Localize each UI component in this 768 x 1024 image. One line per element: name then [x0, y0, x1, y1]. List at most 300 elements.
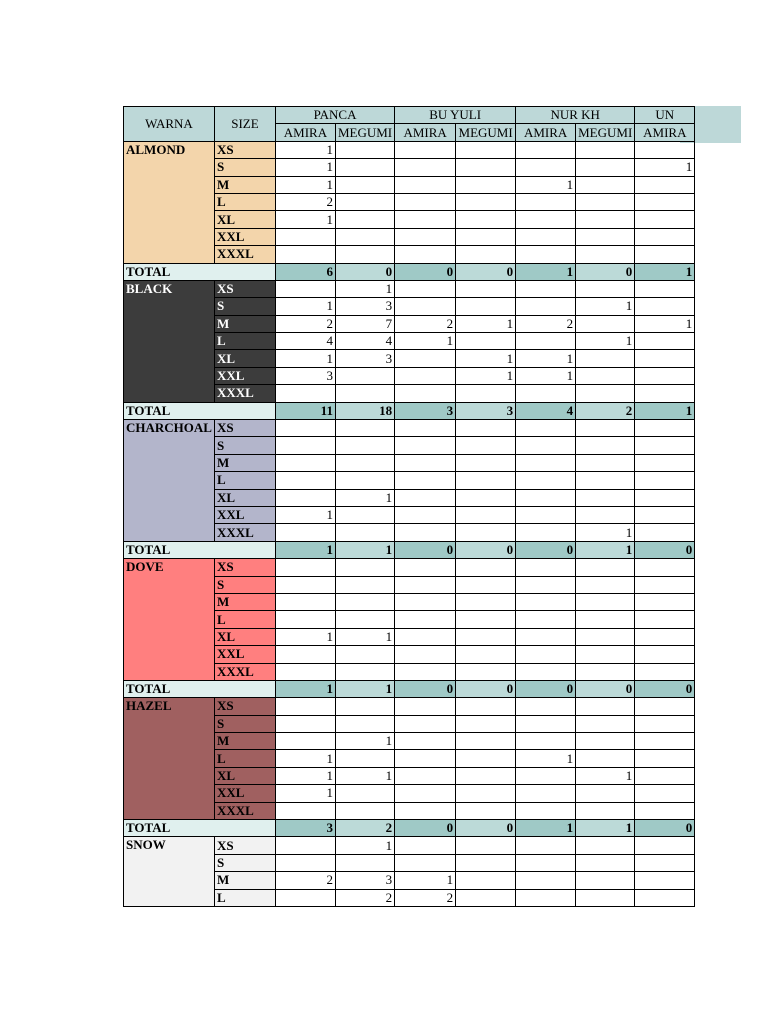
- total-cell: 6: [275, 263, 335, 280]
- qty-cell: [335, 454, 394, 471]
- qty-cell: 1: [275, 767, 335, 784]
- qty-cell: [456, 663, 516, 680]
- qty-cell: [456, 593, 516, 610]
- qty-cell: [456, 576, 516, 593]
- qty-cell: 4: [335, 333, 394, 350]
- qty-cell: [516, 454, 576, 471]
- size-cell: XS: [214, 698, 275, 715]
- qty-cell: [456, 385, 516, 402]
- size-cell: XS: [214, 420, 275, 437]
- qty-cell: [576, 802, 635, 819]
- qty-cell: [576, 785, 635, 802]
- table-row: [124, 280, 695, 297]
- qty-cell: 1: [275, 159, 335, 176]
- qty-cell: 1: [516, 350, 576, 367]
- qty-cell: 1: [635, 159, 695, 176]
- qty-cell: [516, 193, 576, 210]
- qty-cell: [335, 559, 394, 576]
- qty-cell: 2: [275, 193, 335, 210]
- qty-cell: [635, 785, 695, 802]
- qty-cell: [576, 715, 635, 732]
- color-name-cell: DOVE: [124, 559, 215, 681]
- qty-cell: [275, 611, 335, 628]
- size-cell: L: [214, 472, 275, 489]
- qty-cell: 1: [576, 524, 635, 541]
- qty-cell: [335, 159, 394, 176]
- qty-cell: [576, 889, 635, 906]
- qty-cell: [576, 367, 635, 384]
- qty-cell: [395, 559, 456, 576]
- qty-cell: [576, 489, 635, 506]
- qty-cell: 1: [275, 211, 335, 228]
- total-cell: 0: [395, 820, 456, 837]
- qty-cell: [275, 646, 335, 663]
- qty-cell: 1: [395, 872, 456, 889]
- qty-cell: [395, 472, 456, 489]
- qty-cell: [275, 854, 335, 871]
- qty-cell: [335, 420, 394, 437]
- qty-cell: [395, 437, 456, 454]
- qty-cell: [456, 193, 516, 210]
- total-cell: 2: [335, 820, 394, 837]
- size-cell: XL: [214, 350, 275, 367]
- qty-cell: 1: [275, 176, 335, 193]
- qty-cell: [395, 298, 456, 315]
- total-cell: 0: [635, 820, 695, 837]
- total-cell: 1: [635, 402, 695, 419]
- total-cell: 1: [516, 820, 576, 837]
- total-cell: 0: [456, 263, 516, 280]
- total-cell: 1: [576, 820, 635, 837]
- qty-cell: [395, 350, 456, 367]
- total-cell: 0: [576, 263, 635, 280]
- header-warna: WARNA: [124, 107, 215, 142]
- total-cell: 1: [635, 263, 695, 280]
- qty-cell: [635, 367, 695, 384]
- qty-cell: 3: [335, 872, 394, 889]
- qty-cell: [516, 646, 576, 663]
- size-cell: M: [214, 593, 275, 610]
- qty-cell: [335, 802, 394, 819]
- total-row: [124, 820, 695, 837]
- qty-cell: 2: [335, 889, 394, 906]
- total-cell: 0: [395, 263, 456, 280]
- total-cell: 3: [275, 820, 335, 837]
- header-row-groups: [124, 107, 695, 124]
- qty-cell: [516, 141, 576, 158]
- table-row: [124, 837, 695, 854]
- qty-cell: [395, 646, 456, 663]
- total-cell: 0: [395, 680, 456, 697]
- total-cell: 1: [335, 680, 394, 697]
- qty-cell: [635, 854, 695, 871]
- qty-cell: 1: [516, 367, 576, 384]
- qty-cell: [456, 506, 516, 523]
- qty-cell: [576, 159, 635, 176]
- size-cell: L: [214, 333, 275, 350]
- qty-cell: [335, 385, 394, 402]
- qty-cell: [456, 454, 516, 471]
- qty-cell: [335, 698, 394, 715]
- qty-cell: [395, 767, 456, 784]
- qty-cell: [516, 733, 576, 750]
- total-row: [124, 402, 695, 419]
- size-cell: S: [214, 576, 275, 593]
- size-cell: XS: [214, 837, 275, 854]
- stock-table: [123, 106, 695, 907]
- qty-cell: [395, 750, 456, 767]
- qty-cell: [456, 489, 516, 506]
- qty-cell: [635, 611, 695, 628]
- header-sub: AMIRA: [635, 124, 695, 141]
- qty-cell: [635, 489, 695, 506]
- qty-cell: [395, 228, 456, 245]
- total-cell: 0: [456, 680, 516, 697]
- qty-cell: [576, 141, 635, 158]
- qty-cell: [275, 437, 335, 454]
- qty-cell: [576, 280, 635, 297]
- qty-cell: [635, 802, 695, 819]
- qty-cell: [456, 802, 516, 819]
- qty-cell: 2: [395, 889, 456, 906]
- qty-cell: [576, 611, 635, 628]
- qty-cell: [516, 889, 576, 906]
- qty-cell: [275, 698, 335, 715]
- qty-cell: [576, 663, 635, 680]
- qty-cell: 2: [275, 315, 335, 332]
- qty-cell: [516, 228, 576, 245]
- qty-cell: [395, 628, 456, 645]
- qty-cell: [516, 437, 576, 454]
- table-row: [124, 698, 695, 715]
- qty-cell: [635, 576, 695, 593]
- size-cell: S: [214, 854, 275, 871]
- header-group: NUR KH: [516, 107, 635, 124]
- total-cell: 18: [335, 402, 394, 419]
- qty-cell: 1: [335, 767, 394, 784]
- qty-cell: [516, 246, 576, 263]
- qty-cell: 4: [275, 333, 335, 350]
- qty-cell: [395, 576, 456, 593]
- total-cell: 3: [456, 402, 516, 419]
- qty-cell: [335, 524, 394, 541]
- qty-cell: [456, 211, 516, 228]
- size-cell: L: [214, 193, 275, 210]
- size-cell: S: [214, 159, 275, 176]
- qty-cell: [335, 141, 394, 158]
- size-cell: XS: [214, 280, 275, 297]
- qty-cell: [576, 837, 635, 854]
- qty-cell: [275, 559, 335, 576]
- size-cell: M: [214, 454, 275, 471]
- total-cell: 0: [456, 541, 516, 558]
- qty-cell: 1: [275, 785, 335, 802]
- qty-cell: [516, 280, 576, 297]
- qty-cell: [516, 385, 576, 402]
- header-sub: MEGUMI: [456, 124, 516, 141]
- qty-cell: [395, 367, 456, 384]
- qty-cell: [635, 750, 695, 767]
- color-name-cell: ALMOND: [124, 141, 215, 263]
- qty-cell: [635, 889, 695, 906]
- qty-cell: [395, 159, 456, 176]
- qty-cell: [456, 889, 516, 906]
- total-cell: 4: [516, 402, 576, 419]
- qty-cell: [395, 193, 456, 210]
- qty-cell: [635, 280, 695, 297]
- total-row: [124, 680, 695, 697]
- qty-cell: [456, 159, 516, 176]
- qty-cell: 1: [516, 750, 576, 767]
- qty-cell: [516, 576, 576, 593]
- qty-cell: 1: [275, 298, 335, 315]
- qty-cell: [395, 141, 456, 158]
- qty-cell: [275, 489, 335, 506]
- qty-cell: [576, 454, 635, 471]
- qty-cell: [576, 385, 635, 402]
- qty-cell: [576, 628, 635, 645]
- qty-cell: 1: [456, 350, 516, 367]
- total-cell: 1: [335, 541, 394, 558]
- size-cell: XS: [214, 559, 275, 576]
- color-name-cell: HAZEL: [124, 698, 215, 820]
- qty-cell: [335, 506, 394, 523]
- qty-cell: [456, 298, 516, 315]
- size-cell: XXXL: [214, 524, 275, 541]
- qty-cell: 3: [335, 350, 394, 367]
- qty-cell: [576, 646, 635, 663]
- size-cell: M: [214, 733, 275, 750]
- qty-cell: [456, 472, 516, 489]
- qty-cell: [335, 854, 394, 871]
- qty-cell: 1: [335, 733, 394, 750]
- size-cell: M: [214, 176, 275, 193]
- size-cell: M: [214, 872, 275, 889]
- qty-cell: 1: [335, 489, 394, 506]
- size-cell: XXL: [214, 367, 275, 384]
- size-cell: S: [214, 298, 275, 315]
- qty-cell: [456, 420, 516, 437]
- qty-cell: 1: [576, 333, 635, 350]
- qty-cell: [576, 176, 635, 193]
- total-cell: 1: [576, 541, 635, 558]
- qty-cell: [576, 576, 635, 593]
- qty-cell: [335, 750, 394, 767]
- qty-cell: [576, 350, 635, 367]
- qty-cell: [516, 663, 576, 680]
- size-cell: S: [214, 437, 275, 454]
- qty-cell: [456, 524, 516, 541]
- qty-cell: [335, 228, 394, 245]
- qty-cell: [335, 646, 394, 663]
- qty-cell: [635, 698, 695, 715]
- qty-cell: [395, 211, 456, 228]
- total-label: TOTAL: [124, 680, 276, 697]
- qty-cell: [456, 437, 516, 454]
- qty-cell: [516, 298, 576, 315]
- qty-cell: [395, 698, 456, 715]
- table-row: [124, 420, 695, 437]
- qty-cell: [395, 420, 456, 437]
- qty-cell: [395, 802, 456, 819]
- qty-cell: [275, 593, 335, 610]
- qty-cell: [335, 715, 394, 732]
- total-cell: 0: [516, 541, 576, 558]
- qty-cell: [395, 524, 456, 541]
- qty-cell: [576, 472, 635, 489]
- qty-cell: [516, 767, 576, 784]
- qty-cell: 1: [635, 315, 695, 332]
- qty-cell: 3: [335, 298, 394, 315]
- qty-cell: [395, 506, 456, 523]
- qty-cell: [275, 246, 335, 263]
- qty-cell: [456, 246, 516, 263]
- qty-cell: [516, 593, 576, 610]
- qty-cell: 1: [275, 141, 335, 158]
- qty-cell: [516, 715, 576, 732]
- header-group: BU YULI: [395, 107, 516, 124]
- qty-cell: [576, 193, 635, 210]
- qty-cell: [635, 524, 695, 541]
- qty-cell: [516, 489, 576, 506]
- qty-cell: 1: [456, 367, 516, 384]
- color-name-cell: BLACK: [124, 280, 215, 402]
- size-cell: L: [214, 611, 275, 628]
- qty-cell: 1: [335, 837, 394, 854]
- header-sub: AMIRA: [516, 124, 576, 141]
- qty-cell: [516, 854, 576, 871]
- size-cell: L: [214, 889, 275, 906]
- qty-cell: 1: [516, 176, 576, 193]
- qty-cell: [456, 767, 516, 784]
- qty-cell: [395, 280, 456, 297]
- qty-cell: 7: [335, 315, 394, 332]
- qty-cell: [275, 385, 335, 402]
- qty-cell: [635, 733, 695, 750]
- qty-cell: [275, 837, 335, 854]
- qty-cell: [635, 350, 695, 367]
- qty-cell: [395, 663, 456, 680]
- qty-cell: [635, 176, 695, 193]
- qty-cell: [456, 628, 516, 645]
- qty-cell: [456, 785, 516, 802]
- qty-cell: [516, 802, 576, 819]
- qty-cell: [516, 159, 576, 176]
- qty-cell: [335, 211, 394, 228]
- total-cell: 1: [275, 541, 335, 558]
- size-cell: XXL: [214, 506, 275, 523]
- qty-cell: [635, 246, 695, 263]
- color-name-cell: SNOW: [124, 837, 215, 907]
- qty-cell: [395, 489, 456, 506]
- qty-cell: 1: [335, 280, 394, 297]
- header-sub: MEGUMI: [335, 124, 394, 141]
- qty-cell: [275, 454, 335, 471]
- qty-cell: [395, 854, 456, 871]
- qty-cell: 3: [275, 367, 335, 384]
- qty-cell: [395, 593, 456, 610]
- qty-cell: [635, 193, 695, 210]
- qty-cell: [635, 228, 695, 245]
- qty-cell: [395, 837, 456, 854]
- qty-cell: [335, 663, 394, 680]
- header-sub: MEGUMI: [576, 124, 635, 141]
- qty-cell: [516, 506, 576, 523]
- qty-cell: [576, 698, 635, 715]
- qty-cell: [635, 472, 695, 489]
- qty-cell: [576, 420, 635, 437]
- size-cell: XL: [214, 211, 275, 228]
- qty-cell: 1: [576, 767, 635, 784]
- total-cell: 0: [635, 680, 695, 697]
- qty-cell: [576, 228, 635, 245]
- qty-cell: [275, 889, 335, 906]
- qty-cell: [395, 733, 456, 750]
- qty-cell: [516, 785, 576, 802]
- size-cell: XXL: [214, 228, 275, 245]
- total-row: [124, 541, 695, 558]
- qty-cell: [456, 854, 516, 871]
- table-row: [124, 141, 695, 158]
- qty-cell: [456, 698, 516, 715]
- qty-cell: [635, 559, 695, 576]
- qty-cell: [516, 524, 576, 541]
- total-cell: 3: [395, 402, 456, 419]
- qty-cell: 1: [275, 350, 335, 367]
- total-label: TOTAL: [124, 402, 276, 419]
- qty-cell: [635, 211, 695, 228]
- qty-cell: [275, 733, 335, 750]
- qty-cell: [275, 228, 335, 245]
- qty-cell: 1: [275, 506, 335, 523]
- qty-cell: [635, 506, 695, 523]
- qty-cell: [456, 715, 516, 732]
- qty-cell: [516, 472, 576, 489]
- qty-cell: [635, 298, 695, 315]
- qty-cell: [275, 576, 335, 593]
- qty-cell: [635, 420, 695, 437]
- total-label: TOTAL: [124, 820, 276, 837]
- total-cell: 1: [516, 263, 576, 280]
- qty-cell: [576, 315, 635, 332]
- qty-cell: [516, 420, 576, 437]
- qty-cell: [516, 837, 576, 854]
- qty-cell: [635, 837, 695, 854]
- qty-cell: [516, 211, 576, 228]
- qty-cell: [275, 472, 335, 489]
- qty-cell: 2: [395, 315, 456, 332]
- total-cell: 0: [395, 541, 456, 558]
- qty-cell: [275, 663, 335, 680]
- qty-cell: [635, 141, 695, 158]
- qty-cell: [275, 524, 335, 541]
- qty-cell: [395, 176, 456, 193]
- qty-cell: [635, 646, 695, 663]
- qty-cell: [456, 280, 516, 297]
- qty-cell: [335, 437, 394, 454]
- header-group: UN: [635, 107, 695, 124]
- qty-cell: [335, 176, 394, 193]
- qty-cell: [576, 506, 635, 523]
- qty-cell: [456, 559, 516, 576]
- qty-cell: [456, 611, 516, 628]
- qty-cell: [516, 559, 576, 576]
- total-cell: 1: [275, 680, 335, 697]
- qty-cell: [516, 628, 576, 645]
- qty-cell: [635, 872, 695, 889]
- total-cell: 11: [275, 402, 335, 419]
- total-cell: 0: [335, 263, 394, 280]
